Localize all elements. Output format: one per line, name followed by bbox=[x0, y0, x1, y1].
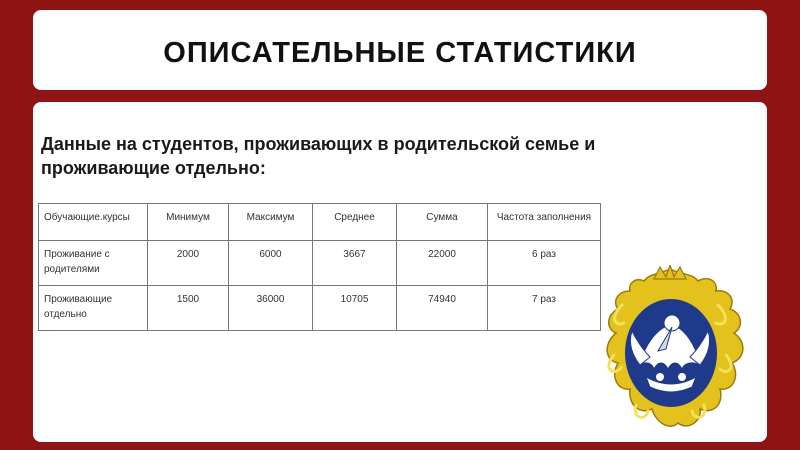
table-cell: 6000 bbox=[229, 241, 313, 286]
table-cell: 74940 bbox=[397, 286, 488, 331]
slide-subtitle: Данные на студентов, проживающих в родительской семье и проживающие отдельно: bbox=[41, 134, 596, 178]
table-cell: 10705 bbox=[313, 286, 397, 331]
stats-table bbox=[38, 203, 601, 331]
table-row bbox=[39, 286, 601, 331]
table-cell: 36000 bbox=[229, 286, 313, 331]
table-header-cell: Частота заполнения bbox=[488, 204, 601, 241]
table-cell: 22000 bbox=[397, 241, 488, 286]
slide-title: ОПИСАТЕЛЬНЫЕ СТАТИСТИКИ bbox=[163, 36, 637, 69]
table-cell: 1500 bbox=[148, 286, 229, 331]
table-header-cell: Минимум bbox=[148, 204, 229, 241]
table-cell: 6 раз bbox=[488, 241, 601, 286]
table-header-row bbox=[39, 204, 601, 241]
table-cell: 7 раз bbox=[488, 286, 601, 331]
table-header-cell: Обучающие.курсы bbox=[39, 204, 148, 241]
table-cell: Проживающие отдельно bbox=[39, 286, 148, 331]
table-cell: Проживание с родителями bbox=[39, 241, 148, 286]
table-header-cell: Максимум bbox=[229, 204, 313, 241]
table-header-cell: Сумма bbox=[397, 204, 488, 241]
title-card bbox=[33, 10, 767, 90]
table-header-cell: Среднее bbox=[313, 204, 397, 241]
table-cell: 2000 bbox=[148, 241, 229, 286]
table-cell: 3667 bbox=[313, 241, 397, 286]
pelican-coat-of-arms-icon bbox=[588, 265, 753, 445]
table-row bbox=[39, 241, 601, 286]
